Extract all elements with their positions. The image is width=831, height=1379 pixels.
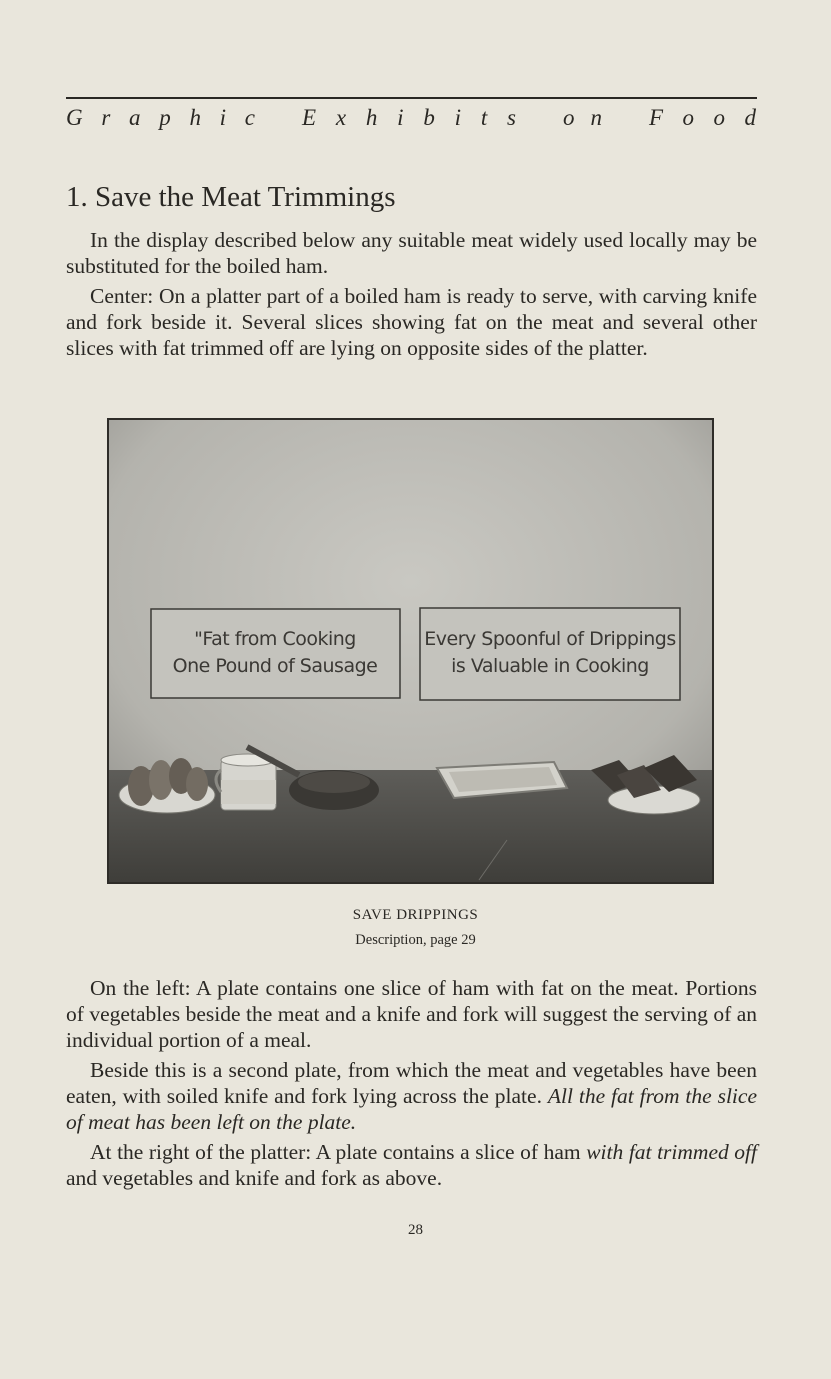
body-paragraph-1: On the left: A plate contains one slice of ham with fat on the meat. Portions of vegetables beside the meat and a knife and fork will suggest the serving of an individual portion of a meal. — [66, 976, 757, 1052]
running-head-letter: i — [219, 105, 228, 130]
running-head-word-2 — [302, 105, 517, 131]
photo-illustration — [109, 420, 712, 882]
body-paragraph-3-end: and vegetables and knife and fork as above. — [66, 1166, 443, 1190]
running-head-letter: s — [507, 105, 517, 130]
exhibit-photograph — [107, 418, 714, 884]
running-head-letter: i — [454, 105, 463, 130]
running-head-letter: h — [189, 105, 202, 130]
running-head-letter: h — [365, 105, 379, 130]
sign-left-line-1: "Fat from Cooking — [194, 628, 356, 650]
running-head-word-3 — [563, 105, 603, 131]
body-paragraph-2-italic: All the fat from the slice of meat has been left on the plate. — [66, 1084, 757, 1134]
running-head-letter: x — [335, 105, 348, 130]
body-paragraph-2 — [66, 1057, 757, 1135]
sign-left-line-2: One Pound of Sausage — [172, 655, 378, 677]
running-head-letter: n — [590, 105, 603, 130]
running-head-letter: i — [397, 105, 405, 130]
body-paragraph-2-text: Beside this is a second plate, from which the meat and vegetables have been eaten, with soiled knife and fork lying across the plate. — [66, 1058, 757, 1108]
running-head-letter: F — [649, 105, 665, 130]
running-head-letter: o — [713, 105, 726, 130]
sign-right-line-2: is Valuable in Cooking — [451, 655, 649, 677]
running-head-letter: a — [129, 105, 142, 130]
running-head-word-1 — [66, 105, 256, 131]
running-head-letter: o — [682, 105, 696, 130]
running-head-letter: G — [66, 105, 84, 130]
running-head-letter: r — [101, 105, 112, 130]
intro-paragraph-2: Center: On a platter part of a boiled ham is ready to serve, with carving knife and fork beside it. Several slices showing fat on the meat and several other slices with fat trimmed off are lying on opposite sides of the platter. — [66, 284, 757, 360]
sign-right — [420, 608, 680, 700]
running-head-word-4 — [649, 105, 757, 131]
running-head-letter: c — [244, 105, 256, 130]
page-number: 28 — [408, 1222, 423, 1238]
running-head-letter: b — [423, 105, 436, 130]
running-head-letter: t — [480, 105, 489, 130]
intro-text — [66, 227, 757, 365]
running-head-letter: d — [744, 105, 757, 130]
running-head-letter: p — [159, 105, 172, 130]
section-title: 1. Save the Meat Trimmings — [66, 181, 396, 213]
sign-left — [151, 609, 400, 698]
sign-right-line-1: Every Spoonful of Drippings — [424, 628, 676, 650]
caption-subtitle: Description, page 29 — [355, 932, 476, 948]
body-paragraph-3 — [66, 1139, 757, 1191]
caption-title: SAVE DRIPPINGS — [352, 907, 479, 923]
intro-paragraph-1: In the display described below any suitable meat widely used locally may be substituted for the boiled ham. — [66, 228, 757, 278]
body-paragraph-3-italic: with fat trimmed off — [586, 1140, 757, 1164]
body-paragraph-3-start: At the right of the platter: A plate contains a slice of ham — [90, 1140, 587, 1164]
body-text — [66, 975, 757, 1195]
glass-of-fat — [216, 754, 276, 810]
running-head — [66, 97, 757, 131]
running-head-letter: E — [302, 105, 318, 130]
running-head-letter: o — [563, 105, 576, 130]
